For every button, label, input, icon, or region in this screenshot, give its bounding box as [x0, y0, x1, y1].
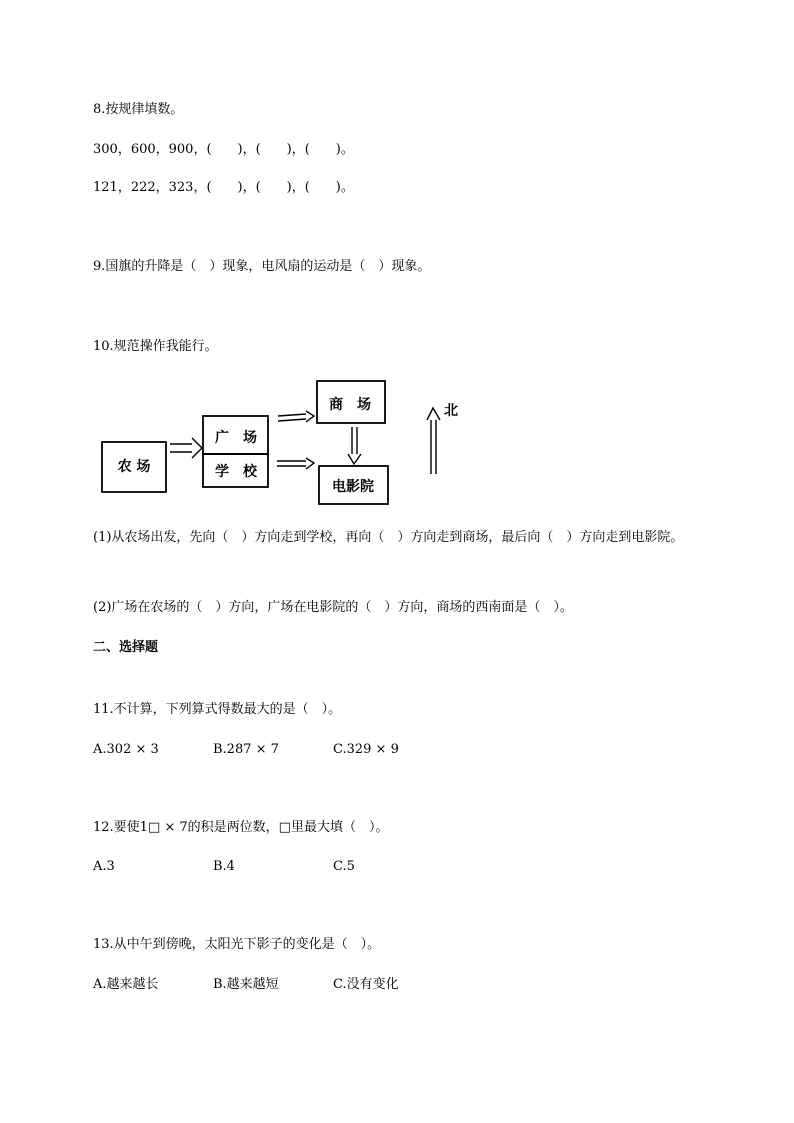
q10-title: 10.规范操作我能行。: [93, 339, 218, 354]
q13-option-c: C.没有变化: [333, 977, 399, 992]
q10-sub1: (1)从农场出发，先向（ ）方向走到学校，再向（ ）方向走到商场，最后向（ ）方向走到电影院。: [93, 530, 684, 545]
q12-text: 12.要使1□ × 7的积是两位数，□里最大填（ ）。: [93, 820, 389, 835]
arrow-farm-to-school: [170, 438, 202, 458]
q13-text: 13.从中午到傍晚，太阳光下影子的变化是（ ）。: [93, 937, 381, 952]
direction-map-diagram: [96, 374, 476, 514]
q10-sub2: (2)广场在农场的（ ）方向，广场在电影院的（ ）方向，商场的西南面是（ ）。: [93, 600, 573, 615]
square-label: 广 场: [215, 430, 257, 446]
q11-option-b: B.287 × 7: [213, 742, 279, 757]
section-2-title: 二、选择题: [93, 640, 159, 655]
arrow-mall-to-cinema: [348, 427, 361, 464]
north-label: 北: [444, 403, 458, 419]
q9-text: 9.国旗的升降是（ ）现象，电风扇的运动是（ ）现象。: [93, 259, 431, 274]
q13-option-b: B.越来越短: [213, 977, 279, 992]
arrow-school-to-cinema: [277, 458, 314, 469]
q11-option-c: C.329 × 9: [333, 742, 399, 757]
q12-option-a: A.3: [93, 859, 115, 874]
mall-label: 商 场: [329, 397, 371, 413]
q12-option-b: B.4: [213, 859, 235, 874]
school-label: 学 校: [215, 464, 257, 480]
q8-sequence-2: 121，222，323，( )，( )，( )。: [93, 180, 354, 195]
q11-text: 11.不计算，下列算式得数最大的是（ ）。: [93, 702, 342, 717]
cinema-label: 电影院: [332, 479, 374, 495]
q13-option-a: A.越来越长: [93, 977, 159, 992]
farm-label: 农 场: [117, 459, 151, 475]
arrow-to-mall: [278, 411, 314, 422]
q8-title: 8.按规律填数。: [93, 102, 184, 117]
north-arrow: [427, 408, 440, 474]
q12-option-c: C.5: [333, 859, 355, 874]
q11-option-a: A.302 × 3: [93, 742, 159, 757]
q8-sequence-1: 300，600，900，( )，( )，( )。: [93, 142, 354, 157]
